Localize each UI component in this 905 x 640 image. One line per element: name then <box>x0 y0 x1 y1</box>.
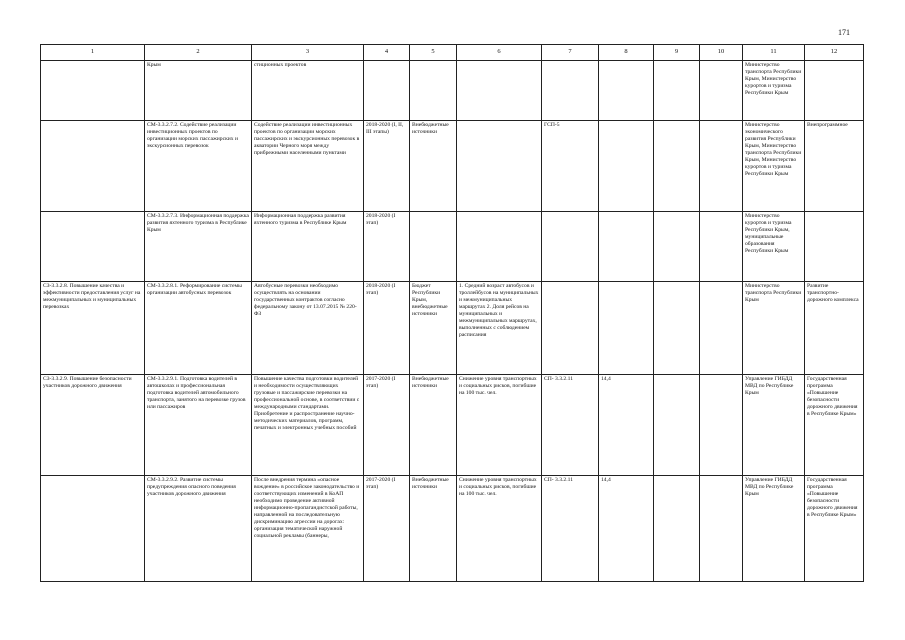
table-cell: Бюджет Республики Крым, внебюджетные источники <box>410 282 457 375</box>
table-cell <box>700 375 743 476</box>
table-cell <box>654 375 700 476</box>
table-cell: После внедрения термина «опасное вождение» в российское законодательство и соответствующих изменений в КоАП необходимо проведение активной информационно-пропагандистской работы, направленной на последовательную дискриминацию агрессии на дорогах: организация тематической наружной социальной рекламы (баннеры, <box>252 476 364 582</box>
table-cell: Крым <box>145 61 252 121</box>
table-row <box>41 61 864 121</box>
table-cell <box>654 61 700 121</box>
header-cell: 6 <box>457 45 542 61</box>
table-cell <box>805 212 864 282</box>
table-cell: 2018-2020 (I, II, III этапы) <box>364 121 410 212</box>
table-cell <box>41 212 145 282</box>
table-cell: СМ-3.3.2.8.1. Реформирование системы организации автобусных перевозок <box>145 282 252 375</box>
table-cell <box>700 476 743 582</box>
table-cell <box>457 212 542 282</box>
table-cell: Внебюджетные источники <box>410 375 457 476</box>
table-row <box>41 121 864 212</box>
table-cell <box>599 212 654 282</box>
plan-table <box>40 44 864 582</box>
table-cell <box>364 61 410 121</box>
table-row <box>41 212 864 282</box>
table-cell: Министерство транспорта Республики Крым <box>743 282 805 375</box>
header-cell: 8 <box>599 45 654 61</box>
table-cell: Содействие реализации инвестиционных проектов по организации морских пассажирских и экскурсионных перевозок в акватории Черного моря между прибрежными населенными пунктами <box>252 121 364 212</box>
header-cell: 1 <box>41 45 145 61</box>
table-cell <box>805 61 864 121</box>
table-cell <box>542 61 599 121</box>
table-cell <box>599 61 654 121</box>
table-cell <box>542 282 599 375</box>
header-cell: 2 <box>145 45 252 61</box>
table-cell <box>700 212 743 282</box>
table-cell: Внепрограммное <box>805 121 864 212</box>
table-cell: СМ-3.3.2.9.1. Подготовка водителей в автошколах и профессиональная подготовка водителей автомобильного транспорта, занятого на перевозке грузов или пассажиров <box>145 375 252 476</box>
table-cell: Управление ГИБДД МВД по Республике Крым <box>743 476 805 582</box>
table-cell <box>410 212 457 282</box>
table-row <box>41 476 864 582</box>
table-cell: Внебюджетные источники <box>410 476 457 582</box>
table-cell <box>410 61 457 121</box>
table-cell <box>654 476 700 582</box>
table-cell: Министерство транспорта Республики Крым, Министерство курортов и туризма Республики Крым <box>743 61 805 121</box>
table-cell <box>654 121 700 212</box>
table-row <box>41 282 864 375</box>
table-cell <box>457 61 542 121</box>
table-cell: 2018-2020 (I этап) <box>364 212 410 282</box>
table-cell <box>700 61 743 121</box>
table-cell: СЗ-3.3.2.8. Повышение качества и эффективности предоставления услуг на межмуниципальных и муниципальных перевозках <box>41 282 145 375</box>
table-cell: Снижение уровня транспортных и социальных рисков, погибшие на 100 тыс. чел. <box>457 375 542 476</box>
table-cell: 1. Средний возраст автобусов и троллейбусов на муниципальных и межмуниципальных маршрутах 2. Доля рейсов на муниципальных и межмуниципальных маршрутах, выполненных с соблюдением расписания <box>457 282 542 375</box>
header-cell: 7 <box>542 45 599 61</box>
table-cell: Управление ГИБДД МВД по Республике Крым <box>743 375 805 476</box>
table-cell: 2017-2020 (I этап) <box>364 375 410 476</box>
header-cell: 10 <box>700 45 743 61</box>
table-cell <box>700 282 743 375</box>
table-cell: СМ-3.3.2.9.2. Развитие системы предупреждения опасного поведения участников дорожного движения <box>145 476 252 582</box>
table-cell: Повышение качества подготовки водителей и необходимости осуществляющих грузовые и пассажирские перевозки на профессиональной основе, в соответствии с международными стандартами. Приобретение и распространение научно-методических материалов, программ, печатных и электронных учебных пособий <box>252 375 364 476</box>
table-cell <box>599 282 654 375</box>
table-cell: Внебюджетные источники <box>410 121 457 212</box>
table-cell: 14,4 <box>599 476 654 582</box>
table-cell <box>599 121 654 212</box>
table-cell: стиционных проектов <box>252 61 364 121</box>
table-cell: Автобусные перевозки необходимо осуществлять на основании государственных контрактов согласно федеральному закону от 13.07.2015 № 220-ФЗ <box>252 282 364 375</box>
table-cell: Развитие транспортно-дорожного комплекса <box>805 282 864 375</box>
header-row <box>41 45 864 61</box>
table-cell: Министерство экономического развития Республики Крым, Министерство транспорта Республики Крым, Министерство курортов и туризма Республики Крым <box>743 121 805 212</box>
table-cell <box>41 61 145 121</box>
table-cell: 14,4 <box>599 375 654 476</box>
header-cell: 4 <box>364 45 410 61</box>
table-cell: СЗ-3.3.2.9. Повышение безопасности участников дорожного движения <box>41 375 145 476</box>
table-cell: СП- 3.3.2.11 <box>542 476 599 582</box>
table-cell <box>41 476 145 582</box>
table-cell <box>542 212 599 282</box>
table-cell: СМ-3.3.2.7.2. Содействие реализации инвестиционных проектов по организации морских пассажирских и экскурсионных перевозок <box>145 121 252 212</box>
table-cell: Государственная программа «Повышение безопасности дорожного движения в Республике Крым» <box>805 375 864 476</box>
table-cell: Снижение уровня транспортных и социальных рисков, погибшие на 100 тыс. чел. <box>457 476 542 582</box>
header-cell: 11 <box>743 45 805 61</box>
header-cell: 3 <box>252 45 364 61</box>
table-cell <box>700 121 743 212</box>
table-cell: СМ-3.3.2.7.3. Информационная поддержка развития яхтенного туризма в Республике Крым <box>145 212 252 282</box>
page-number: 171 <box>838 28 850 37</box>
header-cell: 12 <box>805 45 864 61</box>
header-cell: 5 <box>410 45 457 61</box>
table-cell <box>654 212 700 282</box>
table-cell <box>457 121 542 212</box>
table-row <box>41 375 864 476</box>
table-cell <box>654 282 700 375</box>
table-cell: Информационная поддержка развития яхтенного туризма в Республике Крым <box>252 212 364 282</box>
table-cell: ГСП-5 <box>542 121 599 212</box>
table-cell: Министерство курортов и туризма Республики Крым, муниципальные образования Республики Крым <box>743 212 805 282</box>
header-cell: 9 <box>654 45 700 61</box>
table-cell: 2017-2020 (I этап) <box>364 476 410 582</box>
table-cell: 2018-2020 (I этап) <box>364 282 410 375</box>
table-cell <box>41 121 145 212</box>
table-cell: Государственная программа «Повышение безопасности дорожного движения в Республике Крым» <box>805 476 864 582</box>
table-cell: СП- 3.3.2.11 <box>542 375 599 476</box>
